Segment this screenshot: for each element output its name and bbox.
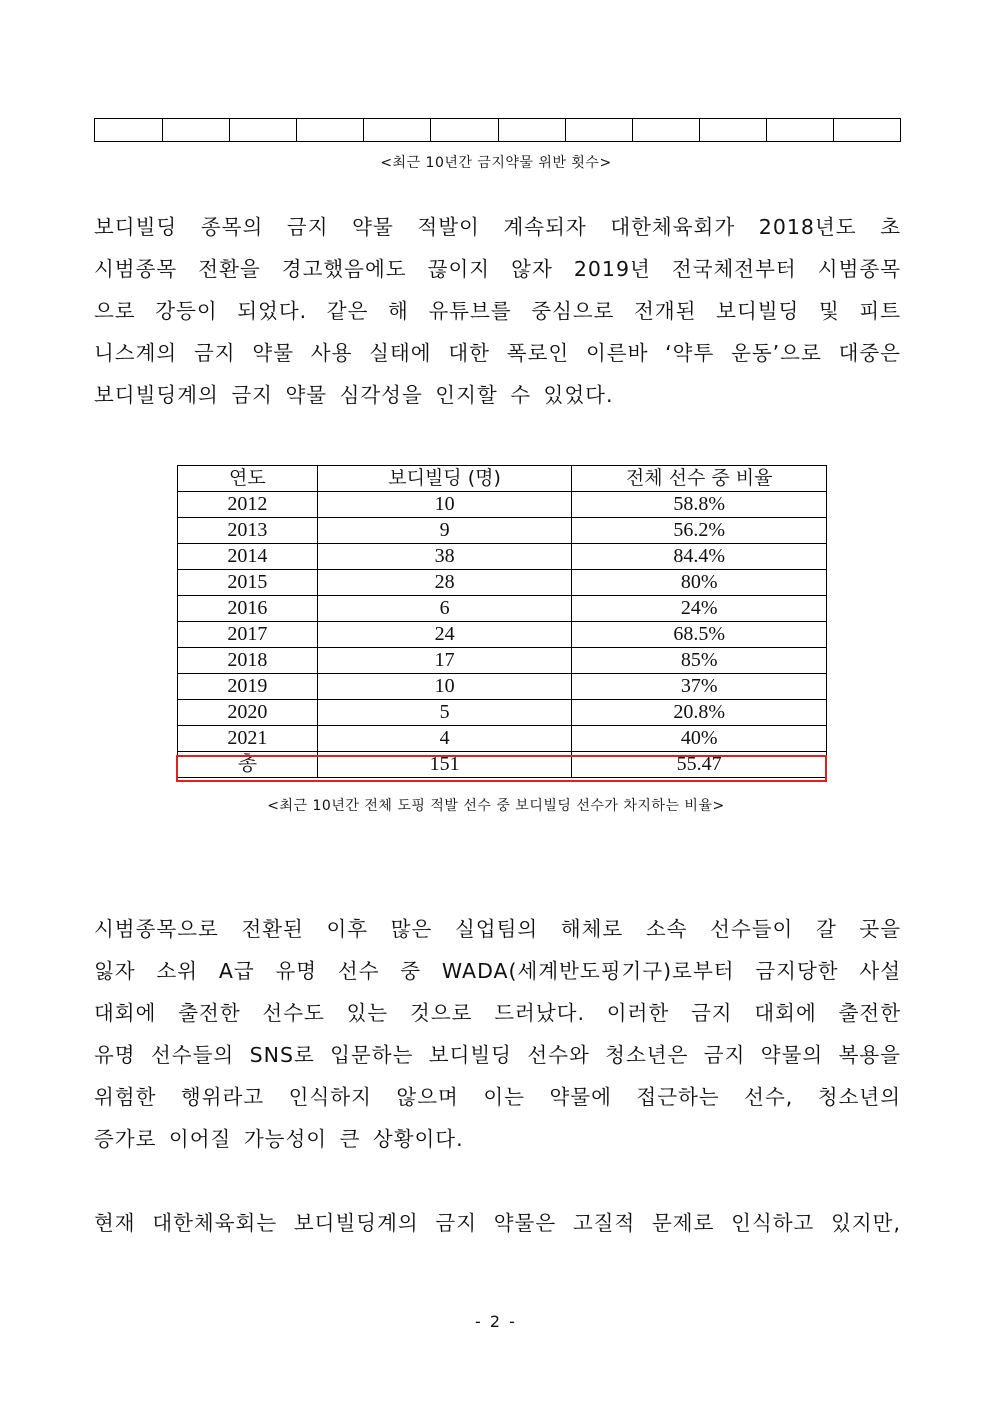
- cell-ratio: 40%: [572, 726, 827, 752]
- cell-ratio: 24%: [572, 596, 827, 622]
- empty-cell: [296, 119, 363, 141]
- cell-ratio: 20.8%: [572, 700, 827, 726]
- doping-stats-table: [177, 465, 827, 778]
- table-row: [178, 518, 827, 544]
- empty-cell: [430, 119, 497, 141]
- cell-ratio: 37%: [572, 674, 827, 700]
- paragraph-line: 보디빌딩계의 금지 약물 심각성을 인지할 수 있었다.: [94, 383, 614, 407]
- cell-year: 2012: [178, 492, 318, 518]
- empty-cell: [498, 119, 565, 141]
- paragraph-line: 시범종목으로 전환된 이후 많은 실업팀의 해체로 소속 선수들이 갈 곳을: [94, 917, 901, 941]
- cell-count: 17: [317, 648, 572, 674]
- paragraph-3: [94, 1202, 901, 1244]
- cell-count: 4: [317, 726, 572, 752]
- empty-cell: [363, 119, 430, 141]
- cell-year: 2015: [178, 570, 318, 596]
- table-header-row: [178, 466, 827, 492]
- cell-year: 2017: [178, 622, 318, 648]
- empty-cell: [95, 119, 162, 141]
- paragraph-2: [94, 908, 901, 1160]
- cell-year: 2013: [178, 518, 318, 544]
- cell-count: 5: [317, 700, 572, 726]
- page-number: - 2 -: [475, 1312, 517, 1331]
- paragraph-line: 잃자 소위 A급 유명 선수 중 WADA(세계반도핑기구)로부터 금지당한 사설: [94, 959, 901, 983]
- cell-year: 2014: [178, 544, 318, 570]
- table-row: [178, 726, 827, 752]
- cell-year: 2021: [178, 726, 318, 752]
- cell-total-ratio: 55.47: [572, 752, 827, 778]
- empty-cell: [632, 119, 699, 141]
- cell-count: 10: [317, 674, 572, 700]
- paragraph-line: 보디빌딩 종목의 금지 약물 적발이 계속되자 대한체육회가 2018년도 초: [94, 215, 901, 239]
- paragraph-line: 현재 대한체육회는 보디빌딩계의 금지 약물은 고질적 문제로 인식하고 있지만,: [94, 1211, 901, 1235]
- cell-count: 9: [317, 518, 572, 544]
- table-row: [178, 570, 827, 596]
- empty-cell: [766, 119, 833, 141]
- table-row: [178, 492, 827, 518]
- paragraph-line: 증가로 이어질 가능성이 큰 상황이다.: [94, 1127, 464, 1151]
- cell-year: 2020: [178, 700, 318, 726]
- table-row: [178, 622, 827, 648]
- cell-ratio: 84.4%: [572, 544, 827, 570]
- empty-cell: [162, 119, 229, 141]
- cell-year: 2019: [178, 674, 318, 700]
- cell-total-label: 총: [178, 752, 318, 778]
- cell-ratio: 68.5%: [572, 622, 827, 648]
- cell-total-count: 151: [317, 752, 572, 778]
- empty-cell: [699, 119, 766, 141]
- top-table-caption: <최근 10년간 금지약물 위반 횟수>: [380, 155, 612, 171]
- paragraph-line: 위험한 행위라고 인식하지 않으며 이는 약물에 접근하는 선수, 청소년의: [94, 1085, 901, 1109]
- cell-year: 2016: [178, 596, 318, 622]
- table-caption: <최근 10년간 전체 도핑 적발 선수 중 보디빌딩 선수가 차지하는 비율>: [267, 798, 725, 814]
- table-row: [178, 648, 827, 674]
- empty-cell: [565, 119, 632, 141]
- header-year: 연도: [178, 466, 318, 492]
- empty-cell: [833, 119, 900, 141]
- cell-ratio: 85%: [572, 648, 827, 674]
- empty-cell: [229, 119, 296, 141]
- cell-count: 38: [317, 544, 572, 570]
- table-row: [178, 596, 827, 622]
- cell-count: 6: [317, 596, 572, 622]
- cell-ratio: 80%: [572, 570, 827, 596]
- paragraph-line: 유명 선수들의 SNS로 입문하는 보디빌딩 선수와 청소년은 금지 약물의 복용을: [94, 1043, 901, 1067]
- cell-year: 2018: [178, 648, 318, 674]
- header-bodybuilding-count: 보디빌딩 (명): [317, 466, 572, 492]
- table-total-row: [178, 752, 827, 778]
- paragraph-line: 시범종목 전환을 경고했음에도 끊이지 않자 2019년 전국체전부터 시범종목: [94, 257, 901, 281]
- cell-ratio: 58.8%: [572, 492, 827, 518]
- paragraph-1: [94, 206, 901, 416]
- table-row: [178, 544, 827, 570]
- table-row: [178, 674, 827, 700]
- cell-count: 28: [317, 570, 572, 596]
- cell-count: 24: [317, 622, 572, 648]
- cell-ratio: 56.2%: [572, 518, 827, 544]
- header-ratio: 전체 선수 중 비율: [572, 466, 827, 492]
- paragraph-line: 대회에 출전한 선수도 있는 것으로 드러났다. 이러한 금지 대회에 출전한: [94, 1001, 901, 1025]
- previous-table-fragment: [94, 118, 901, 142]
- table-row: [178, 700, 827, 726]
- cell-count: 10: [317, 492, 572, 518]
- paragraph-line: 으로 강등이 되었다. 같은 해 유튜브를 중심으로 전개된 보디빌딩 및 피트: [94, 299, 901, 323]
- paragraph-line: 니스계의 금지 약물 사용 실태에 대한 폭로인 이른바 ‘약투 운동’으로 대중은: [94, 341, 901, 365]
